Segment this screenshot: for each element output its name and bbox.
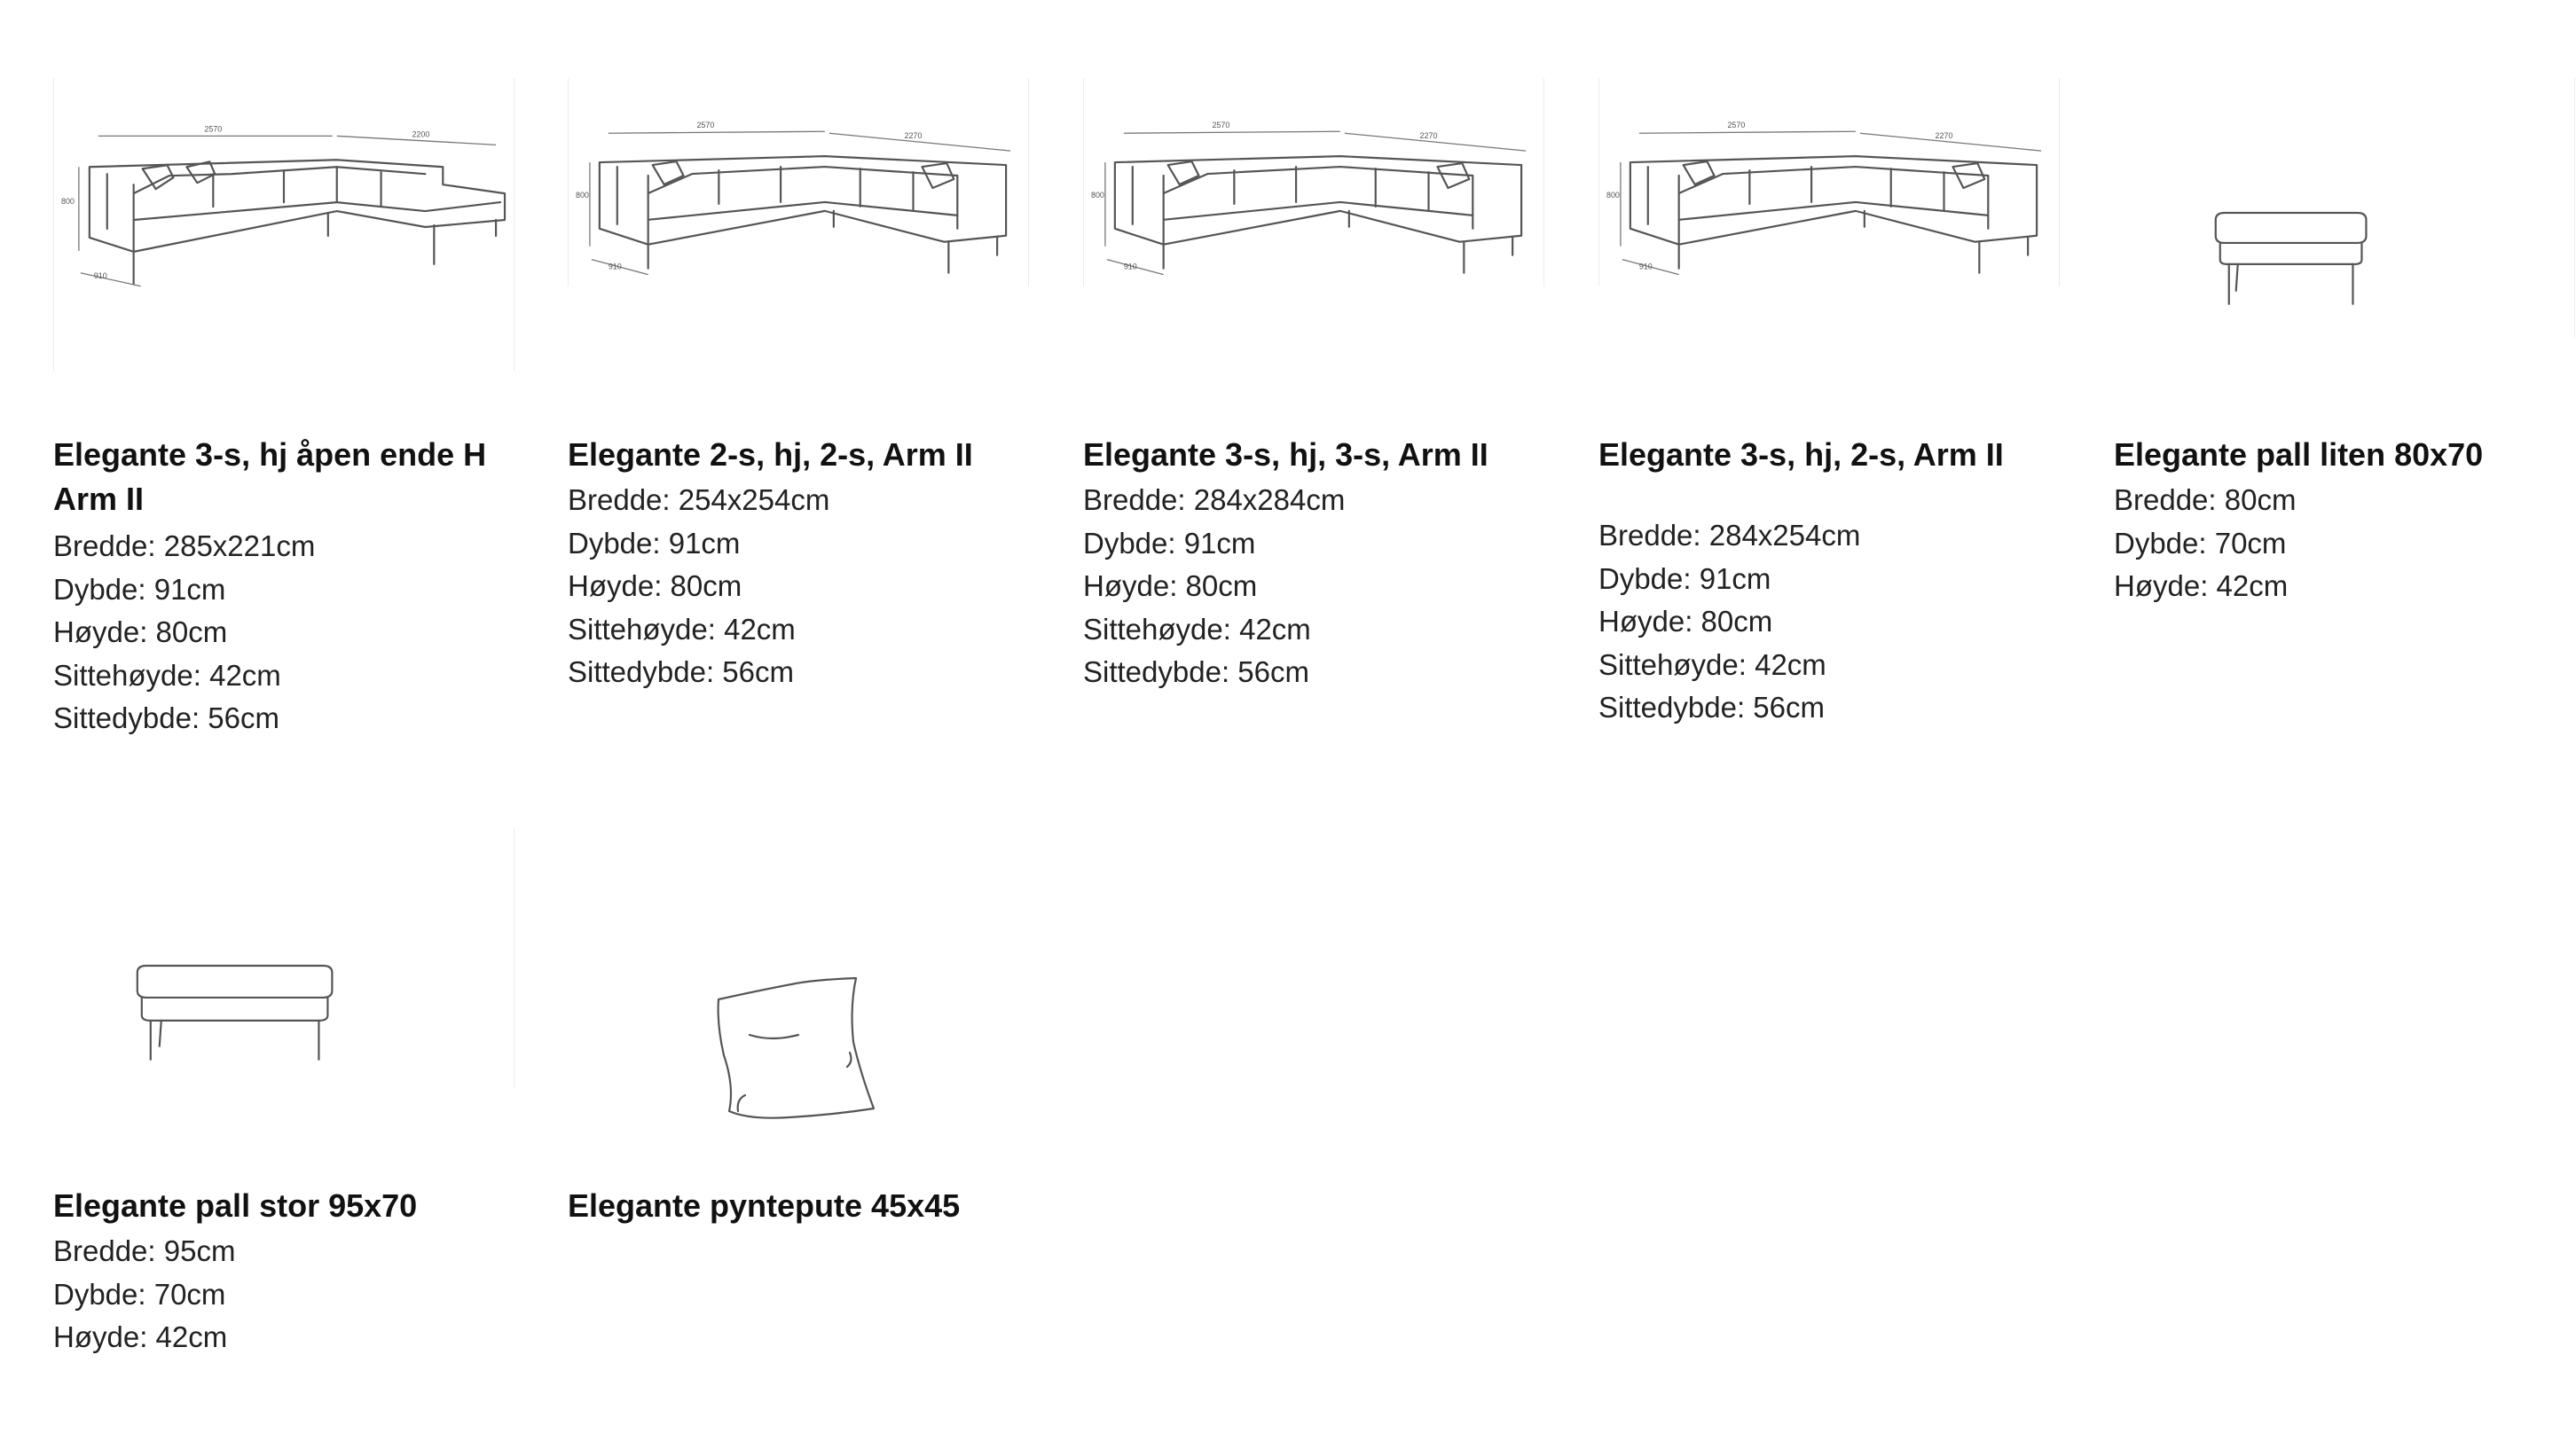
product-specs bbox=[1598, 514, 1860, 730]
spec-depth: Dybde: 91cm bbox=[1083, 526, 1256, 560]
spec-width: Bredde: 284x284cm bbox=[1083, 483, 1346, 516]
dimension-label: 800 bbox=[60, 197, 75, 207]
ottoman-small-drawing bbox=[2114, 78, 2574, 337]
ottoman-large-drawing bbox=[53, 829, 514, 1088]
spec-depth: Dybde: 91cm bbox=[1598, 561, 1771, 595]
corner-sofa-drawing bbox=[1084, 78, 1543, 286]
product-image[interactable] bbox=[568, 78, 1029, 286]
spec-seat-height: Sittehøyde: 42cm bbox=[568, 612, 796, 646]
dimension-label: 2200 bbox=[412, 129, 430, 139]
dimension-label: 910 bbox=[608, 262, 622, 271]
product-title[interactable]: Elegante 3-s, hj åpen ende H Arm II bbox=[53, 436, 487, 517]
dimension-label: 2270 bbox=[1419, 131, 1438, 141]
spec-height: Høyde: 42cm bbox=[2114, 569, 2289, 602]
dimension-label: 2270 bbox=[1935, 131, 1953, 141]
product-image[interactable] bbox=[2114, 78, 2575, 337]
spec-seat-height: Sittehøyde: 42cm bbox=[53, 658, 281, 692]
spec-width: Bredde: 80cm bbox=[2114, 483, 2297, 516]
product-specs bbox=[53, 525, 315, 740]
spec-depth: Dybde: 91cm bbox=[568, 526, 741, 560]
product-title[interactable]: Elegante 2-s, hj, 2-s, Arm II bbox=[568, 436, 973, 473]
dimension-label: 800 bbox=[1606, 190, 1620, 200]
dimension-label: 2570 bbox=[204, 124, 223, 134]
dimension-label: 800 bbox=[575, 190, 589, 200]
dimension-label: 2570 bbox=[1212, 121, 1230, 130]
dimension-label: 2270 bbox=[904, 131, 923, 141]
product-title[interactable]: Elegante pyntepute 45x45 bbox=[568, 1187, 961, 1224]
corner-sofa-drawing bbox=[569, 78, 1028, 286]
spec-depth: Dybde: 91cm bbox=[53, 572, 226, 606]
spec-width: Bredde: 254x254cm bbox=[568, 483, 830, 516]
product-image[interactable] bbox=[1598, 78, 2060, 286]
spec-height: Høyde: 80cm bbox=[568, 569, 742, 602]
dimension-label: 2570 bbox=[1727, 121, 1746, 130]
dimension-label: 910 bbox=[1123, 262, 1137, 271]
product-title[interactable]: Elegante 3-s, hj, 3-s, Arm II bbox=[1083, 436, 1488, 473]
spec-seat-depth: Sittedybde: 56cm bbox=[1083, 655, 1309, 688]
corner-sofa-open-end-drawing bbox=[54, 78, 514, 371]
spec-seat-height: Sittehøyde: 42cm bbox=[1598, 647, 1826, 681]
product-specs bbox=[53, 1230, 235, 1359]
spec-height: Høyde: 80cm bbox=[1598, 605, 1773, 638]
corner-sofa-drawing bbox=[1599, 78, 2059, 286]
product-specs bbox=[2114, 479, 2296, 608]
spec-width: Bredde: 284x254cm bbox=[1598, 519, 1861, 552]
dimension-label: 910 bbox=[93, 270, 107, 280]
spec-height: Høyde: 42cm bbox=[53, 1320, 228, 1353]
dimension-label: 910 bbox=[1638, 262, 1653, 271]
product-image[interactable] bbox=[53, 78, 514, 371]
spec-depth: Dybde: 70cm bbox=[2114, 526, 2287, 560]
spec-seat-depth: Sittedybde: 56cm bbox=[1598, 691, 1825, 724]
spec-depth: Dybde: 70cm bbox=[53, 1277, 226, 1311]
spec-seat-height: Sittehøyde: 42cm bbox=[1083, 612, 1311, 646]
spec-height: Høyde: 80cm bbox=[1083, 569, 1258, 602]
spec-seat-depth: Sittedybde: 56cm bbox=[568, 655, 794, 688]
dimension-label: 2570 bbox=[696, 121, 715, 130]
product-image[interactable] bbox=[568, 829, 1029, 1122]
product-image[interactable] bbox=[53, 829, 514, 1088]
spec-seat-depth: Sittedybde: 56cm bbox=[53, 701, 279, 734]
spec-height: Høyde: 80cm bbox=[53, 615, 228, 648]
cushion-drawing bbox=[568, 829, 1029, 1122]
spec-width: Bredde: 95cm bbox=[53, 1234, 236, 1267]
product-title[interactable]: Elegante pall stor 95x70 bbox=[53, 1187, 418, 1224]
dimension-label: 800 bbox=[1090, 190, 1104, 200]
spec-width: Bredde: 285x221cm bbox=[53, 529, 316, 562]
product-title[interactable]: Elegante pall liten 80x70 bbox=[2114, 436, 2484, 473]
product-specs bbox=[1083, 479, 1345, 694]
product-image[interactable] bbox=[1083, 78, 1544, 286]
product-title[interactable]: Elegante 3-s, hj, 2-s, Arm II bbox=[1598, 436, 2004, 473]
product-specs bbox=[568, 479, 829, 694]
